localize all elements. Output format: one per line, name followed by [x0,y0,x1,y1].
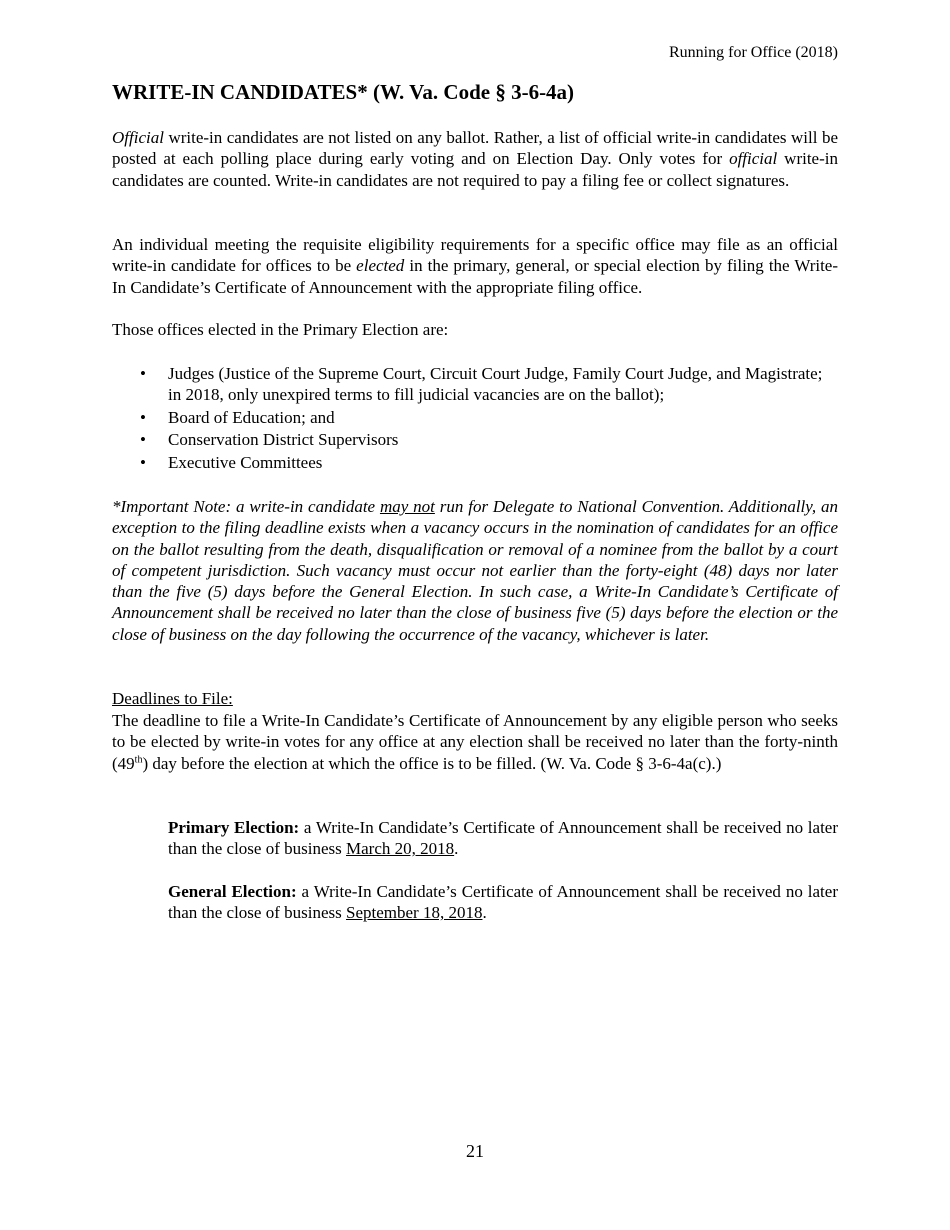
note-underlined-may-not: may not [379,497,435,516]
bullet-icon: • [140,364,146,383]
office-label: Board of Education; and [168,407,335,427]
office-label: Executive Committees [168,452,323,472]
general-election-label: General Election: [168,882,297,901]
primary-deadline-end: . [454,839,459,859]
eligibility-italic-elected: elected [356,256,405,276]
general-deadline-end: . [482,903,487,923]
note-text-1: *Important Note: a write-in candidate [112,497,380,516]
ordinal-suffix: th [134,753,143,765]
deadlines-text-2: ) day before the election at which the office is to be filled. (W. Va. Code § 3-6-4a(c).) [142,753,722,773]
primary-deadline-text: a Write-In Candidate’s Certificate of Announcement shall be received no later than the close of business [168,818,838,859]
deadlines-heading: Deadlines to File: [112,689,233,708]
deadlines-text-1: The deadline to file a Write-In Candidate’s Certificate of Announcement by any eligible person who seeks to be elected by write-in votes for any office at any election shall be received no later than the forty-ninth (49 [112,711,838,773]
bullet-icon: • [140,430,146,450]
primary-deadline-date: March 20, 2018 [346,839,455,859]
primary-election-label: Primary Election: [168,818,300,837]
intro-paragraph [112,127,838,191]
list-item [112,429,838,450]
office-label: Conservation District Supervisors [168,430,399,450]
bullet-icon: • [140,407,146,427]
general-election-deadline [168,881,838,924]
eligibility-text-1: An individual meeting the requisite eligibility requirements for a specific office may file as an official write-in candidate for offices to be [112,235,838,276]
intro-lead-italic: Official [112,128,164,147]
primary-election-deadline [168,817,838,860]
intro-text-2: write-in candidates are counted. Write-in candidates are not required to pay a filing fee or collect signatures. [112,149,838,190]
intro-text-1: write-in candidates are not listed on any ballot. Rather, a list of official write-in candidates will be posted at each polling place during early voting and on Election Day. Only votes for [112,128,838,169]
bullet-icon: • [140,452,146,472]
list-item [112,363,838,406]
section-title: WRITE-IN CANDIDATES* (W. Va. Code § 3-6-4a) [112,80,575,104]
important-note [112,496,838,645]
office-label: Judges (Justice of the Supreme Court, Circuit Court Judge, Family Court Judge, and Magistrate; in 2018, only unexpired terms to fill judicial vacancies are on the ballot); [168,364,823,405]
general-deadline-text: a Write-In Candidate’s Certificate of Announcement shall be received no later than the close of business [168,882,838,923]
eligibility-paragraph [112,234,838,298]
offices-list [112,363,838,474]
running-header: Running for Office (2018) [669,44,838,61]
deadlines-paragraph [112,710,838,774]
page-number: 21 [466,1141,484,1161]
list-item [112,452,838,473]
intro-italic-official: official [729,149,778,169]
list-item [112,407,838,428]
primary-offices-intro: Those offices elected in the Primary Election are: [112,320,449,339]
general-deadline-date: September 18, 2018 [346,903,483,923]
eligibility-text-2: in the primary, general, or special election by filing the Write-In Candidate’s Certificate of Announcement with the appropriate filing office. [112,256,839,297]
note-text-2: run for Delegate to National Convention. Additionally, an exception to the filing deadline exists when a vacancy occurs in the nomination of candidates for an office on the ballot resulting from the death, disqualification or removal of a nominee from the ballot by a court of competent jurisdiction. Such vacancy must occur not earlier than the forty-eight (48) days nor later than the five (5) days before the General Election. In such case, a Write-In Candidate’s Certificate of Announcement shall be received no later than the close of business five (5) days before the election or the close of business on the day following the occurrence of the vacancy, whichever is later. [112,497,838,644]
